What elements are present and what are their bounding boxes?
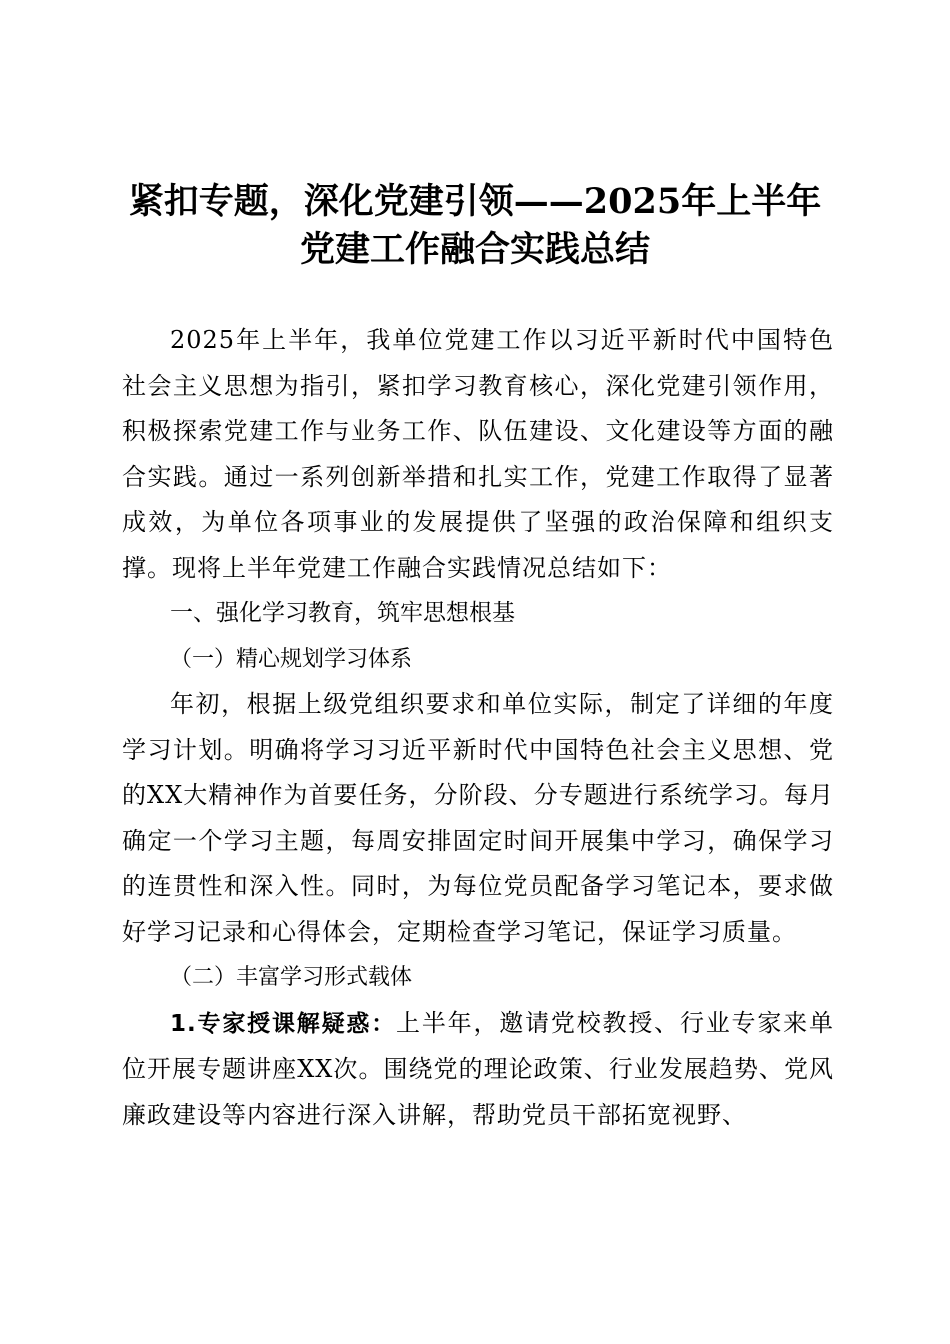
intro-paragraph: 2025年上半年，我单位党建工作以习近平新时代中国特色社会主义思想为指引，紧扣学习教育核心，深化党建引领作用，积极探索党建工作与业务工作、队伍建设、文化建设等方面的融合实践。通过一系列创新举措和扎实工作，党建工作取得了显著成效，为单位各项事业的发展提供了坚强的政治保障和组织支撑。现将上半年党建工作融合实践情况总结如下：	[122, 326, 834, 582]
subsection-1-paragraph: 年初，根据上级党组织要求和单位实际，制定了详细的年度学习计划。明确将学习习近平新时代中国特色社会主义思想、党的XX大精神作为首要任务，分阶段、分专题进行系统学习。每月确定一个学习主题，每周安排固定时间开展集中学习，确保学习的连贯性和深入性。同时，为每位党员配备学习笔记本，要求做好学习记录和心得体会，定期检查学习笔记，保证学习质量。	[122, 690, 834, 946]
section-heading-1: 一、强化学习教育，筑牢思想根基	[170, 600, 515, 626]
subsection-heading-1: （一）精心规划学习体系	[170, 646, 413, 672]
document-body	[122, 318, 834, 1138]
item-1-paragraph	[122, 1001, 834, 1139]
document-title-line-2: 党建工作融合实践总结	[299, 229, 650, 270]
item-1-lead: 1.专家授课解疑惑：	[170, 1010, 397, 1037]
document-title-line-1: 紧扣专题，深化党建引领——2025年上半年	[128, 181, 822, 222]
subsection-heading-2: （二）丰富学习形式载体	[170, 965, 413, 990]
item-1-text: 上半年，邀请党校教授、行业专家来单位开展专题讲座XX次。围绕党的理论政策、行业发展趋势、党风廉政建设等内容进行深入讲解，帮助党员干部拓宽视野、	[122, 1008, 834, 1129]
